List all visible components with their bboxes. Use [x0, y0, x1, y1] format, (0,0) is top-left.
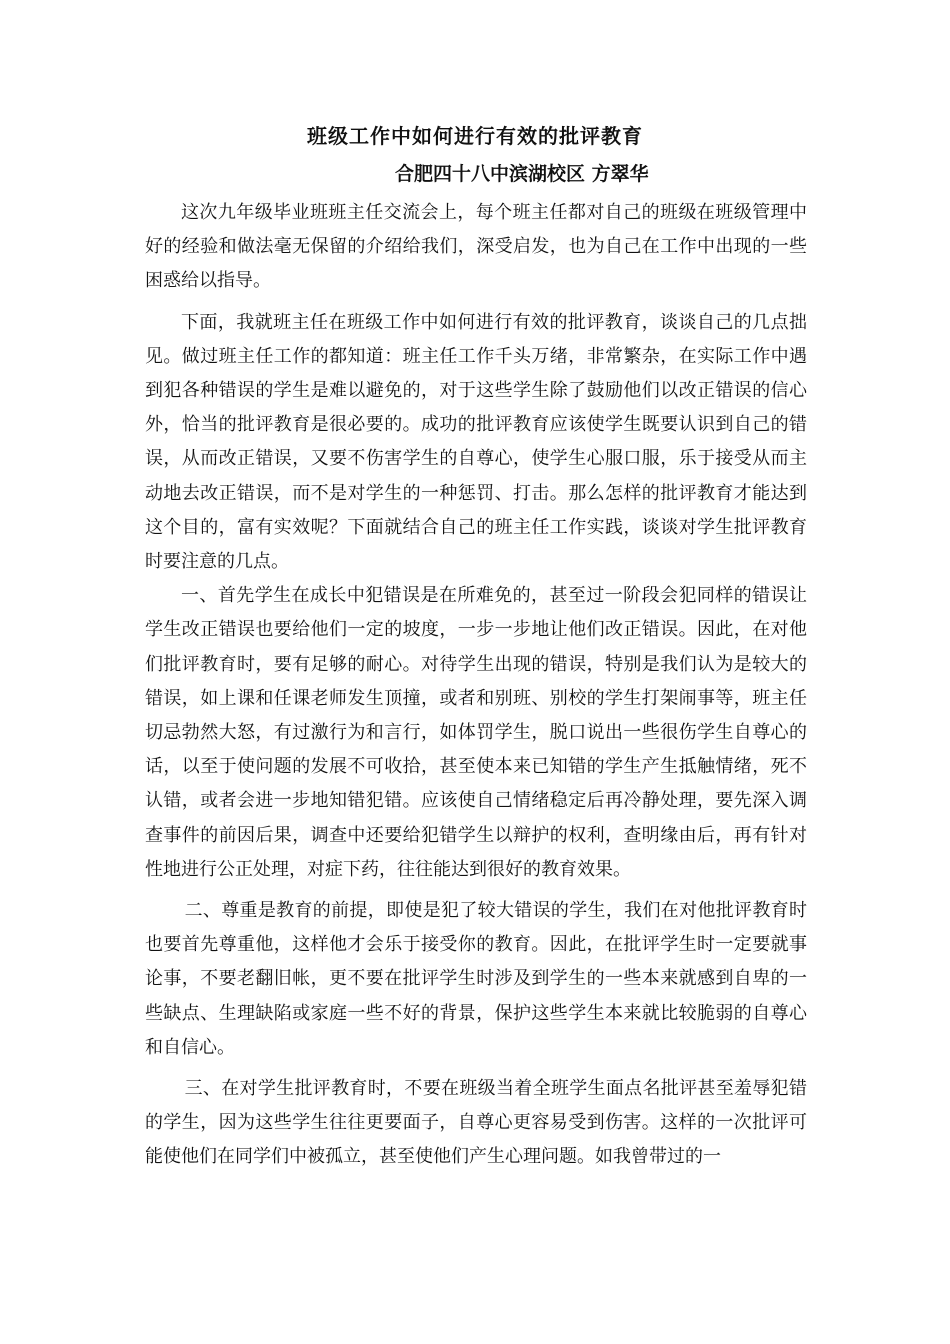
paragraph-overview: 下面，我就班主任在班级工作中如何进行有效的批评教育，谈谈自己的几点拙见。做过班主任工作的都知道：班主任工作千头万绪，非常繁杂，在实际工作中遇到犯各种错误的学生是难以避免的，对于这些学生除了鼓励他们以改正错误的信心外，恰当的批评教育是很必要的。成功的批评教育应该使学生既要认识到自己的错误，从而改正错误，又要不伤害学生的自尊心，使学生心服口服，乐于接受从而主动地去改正错误，而不是对学生的一种惩罚、打击。那么怎样的批评教育才能达到这个目的，富有实效呢？下面就结合自己的班主任工作实践，谈谈对学生批评教育时要注意的几点。 — [145, 311, 807, 573]
document-body — [145, 196, 807, 1182]
document-author: 合肥四十八中滨湖校区 方翠华 — [395, 163, 649, 185]
paragraph-intro: 这次九年级毕业班班主任交流会上，每个班主任都对自己的班级在班级管理中好的经验和做法毫无保留的介绍给我们，深受启发，也为自己在工作中出现的一些困惑给以指导。 — [145, 202, 807, 292]
paragraph-point-3: 三、在对学生批评教育时，不要在班级当着全班学生面点名批评甚至羞辱犯错的学生，因为这些学生往往更要面子，自尊心更容易受到伤害。这样的一次批评可能使他们在同学们中被孤立，甚至使他们产生心理问题。如我曾带过的一 — [145, 1078, 807, 1168]
document-title: 班级工作中如何进行有效的批评教育 — [307, 124, 643, 148]
paragraph-point-1: 一、首先学生在成长中犯错误是在所难免的，甚至过一阶段会犯同样的错误让学生改正错误也要给他们一定的坡度，一步一步地让他们改正错误。因此，在对他们批评教育时，要有足够的耐心。对待学生出现的错误，特别是我们认为是较大的错误，如上课和任课老师发生顶撞，或者和别班、别校的学生打架闹事等，班主任切忌勃然大怒，有过激行为和言行，如体罚学生，脱口说出一些很伤学生自尊心的话，以至于使问题的发展不可收拾，甚至使本来已知错的学生产生抵触情绪，死不认错，或者会进一步地知错犯错。应该使自己情绪稳定后再冷静处理，要先深入调查事件的前因后果，调查中还要给犯错学生以辩护的权利，查明缘由后，再有针对性地进行公正处理，对症下药，往往能达到很好的教育效果。 — [145, 585, 807, 880]
paragraph-point-2: 二、尊重是教育的前提，即使是犯了较大错误的学生，我们在对他批评教育时也要首先尊重他，这样他才会乐于接受你的教育。因此，在批评学生时一定要就事论事，不要老翻旧帐，更不要在批评学生时涉及到学生的一些本来就感到自卑的一些缺点、生理缺陷或家庭一些不好的背景，保护这些学生本来就比较脆弱的自尊心和自信心。 — [145, 900, 807, 1058]
